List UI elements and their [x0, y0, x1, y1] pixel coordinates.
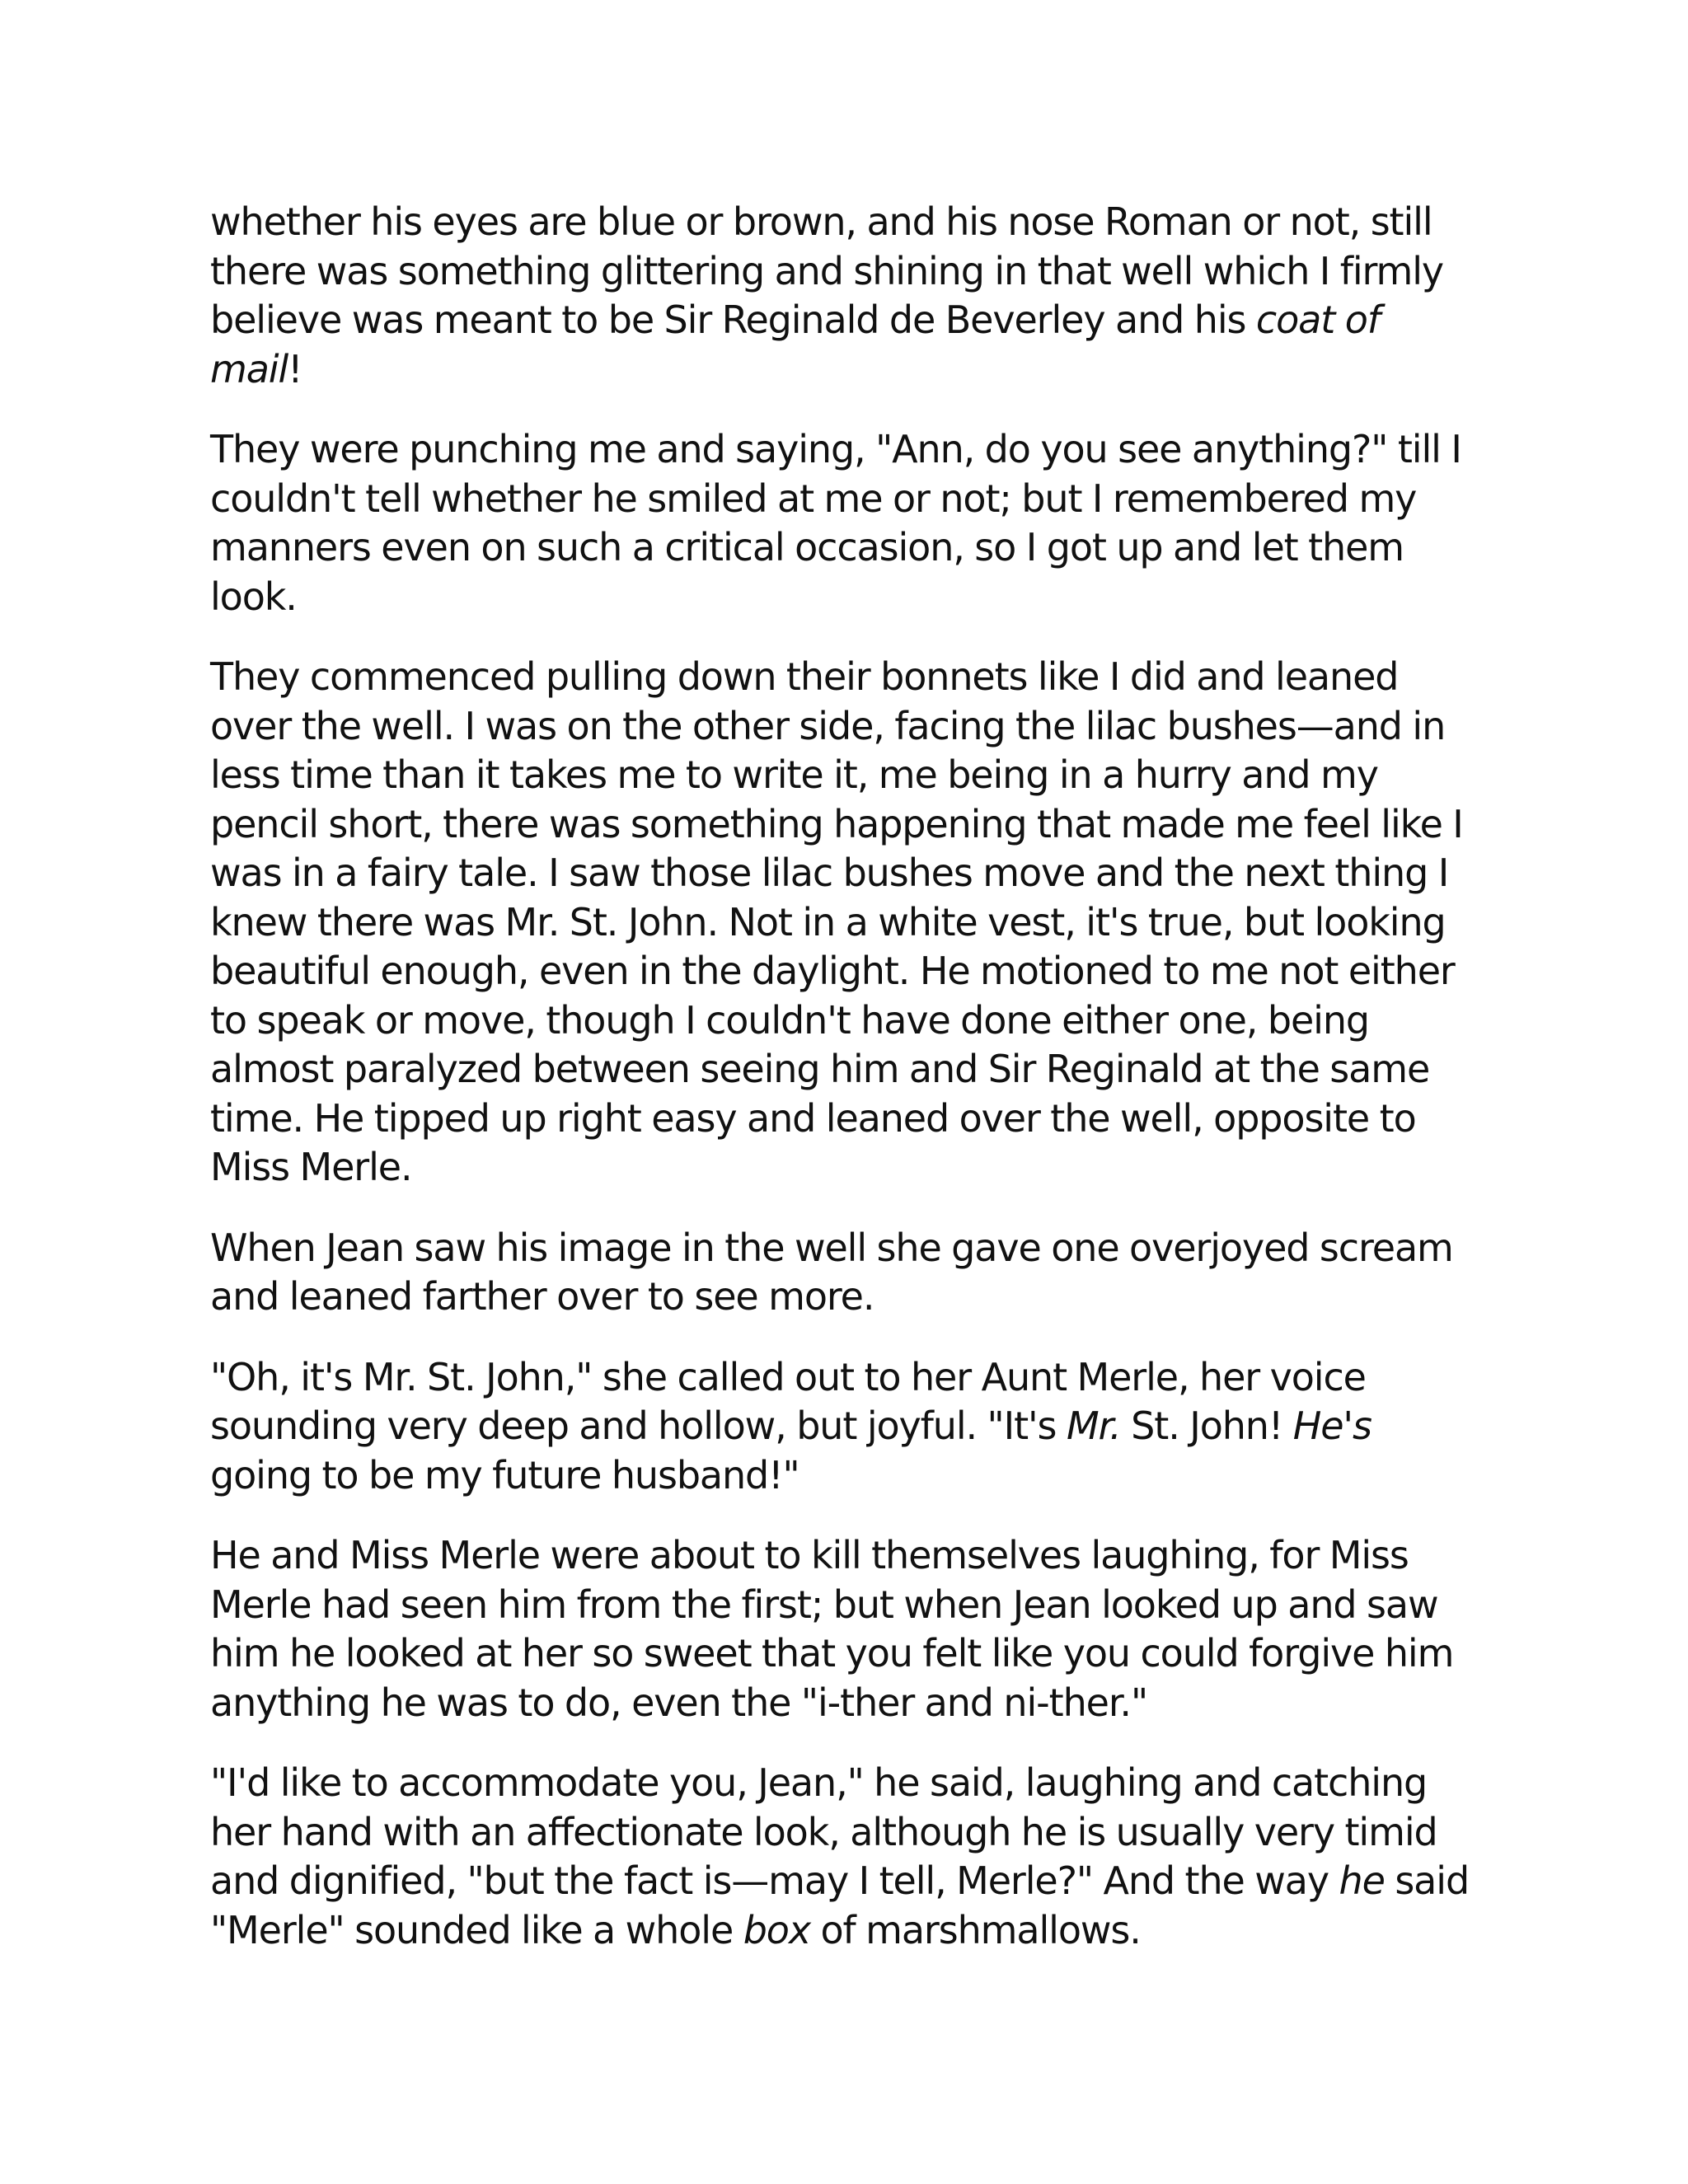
paragraph-6 [210, 1531, 1479, 1727]
italic-span: He's [1292, 1404, 1372, 1448]
paragraph-7 [210, 1759, 1479, 1955]
paragraph-1 [210, 198, 1479, 394]
text-span: "Oh, it's Mr. St. John," she called out to her Aunt Merle, her voice sounding very deep and hollow, but joyful. "It's [210, 1354, 1366, 1448]
body-text [210, 198, 1479, 1986]
italic-span: he [1339, 1858, 1385, 1903]
paragraph-3 [210, 653, 1479, 1193]
text-span: "I'd like to accommodate you, Jean," he said, laughing and catching her hand with an affectionate look, although he is usually very timid and dignified, "but the fact is—may I tell, Merle?" And the way [210, 1760, 1437, 1903]
text-span: said "Merle" sounded like a whole [210, 1858, 1470, 1952]
italic-span: Mr. [1066, 1404, 1121, 1448]
text-span: They commenced pulling down their bonnets like I did and leaned over the well. I was on the other side, facing the lilac bushes—and in less time than it takes me to write it, me being in a hurry and my pencil short, there was something happening that made me feel like I was in a fairy tale. I saw those lilac bushes move and the next thing I knew there was Mr. St. John. Not in a white vest, it's true, but looking beautiful enough, even in the daylight. He motioned to me not either to speak or move, though I couldn't have done either one, being almost paralyzed between seeing him and Sir Reginald at the same time. He tipped up right easy and leaned over the well, opposite to Miss Merle. [210, 654, 1463, 1189]
paragraph-5 [210, 1353, 1479, 1501]
text-span: He and Miss Merle were about to kill themselves laughing, for Miss Merle had seen him from the first; but when Jean looked up and saw him he looked at her so sweet that you felt like you could forgive him anything he was to do, even the "i-ther and ni-ther." [210, 1533, 1454, 1725]
text-span: St. John! [1120, 1404, 1293, 1448]
paragraph-2 [210, 425, 1479, 621]
italic-span: coat of mail [210, 298, 1380, 391]
text-span: whether his eyes are blue or brown, and his nose Roman or not, still there was something glittering and shining in that well which I firmly believe was meant to be Sir Reginald de Beverley and his [210, 199, 1444, 342]
text-span: They were punching me and saying, "Ann, do you see anything?" till I couldn't tell whether he smiled at me or not; but I remembered my manners even on such a critical occasion, so I got up and let them look. [210, 427, 1461, 619]
italic-span: box [743, 1907, 810, 1952]
paragraph-4 [210, 1224, 1479, 1322]
text-span: going to be my future husband!" [210, 1452, 799, 1497]
text-span: of marshmallows. [809, 1907, 1141, 1952]
text-span: ! [288, 346, 302, 391]
text-span: When Jean saw his image in the well she gave one overjoyed scream and leaned farther over to see more. [210, 1225, 1453, 1319]
